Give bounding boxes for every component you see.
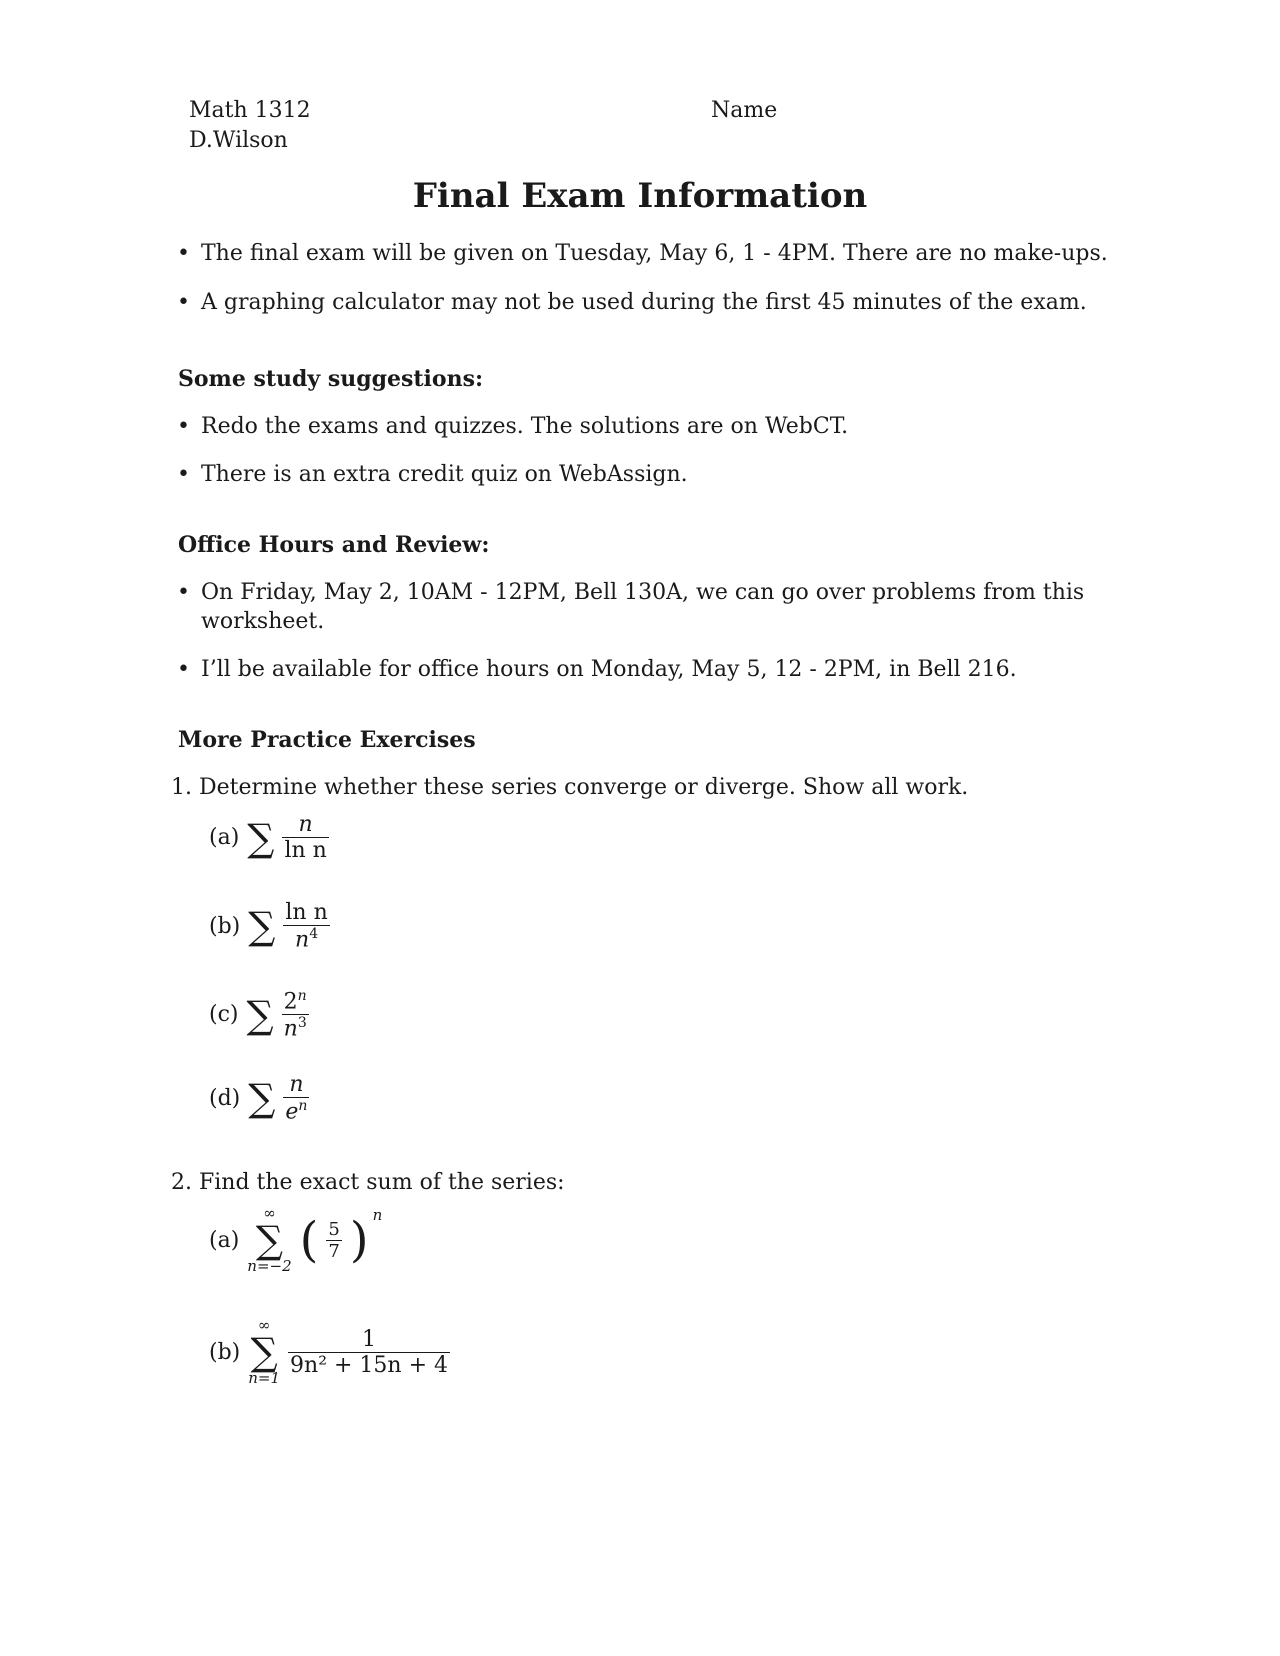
course-name: Math 1312 — [189, 98, 311, 123]
instructor-name: D.Wilson — [189, 128, 288, 153]
sigma-symbol: ∑ — [248, 1076, 276, 1121]
question-2-text: Find the exact sum of the series: — [199, 1170, 565, 1195]
study-item-2: There is an extra credit quiz on WebAssign. — [201, 462, 688, 487]
fraction — [282, 812, 328, 863]
numerator: 5 — [328, 1218, 340, 1240]
part-label: (a) — [209, 1227, 240, 1253]
question-2-number: 2. — [171, 1170, 192, 1195]
upper-limit: ∞ — [257, 1316, 271, 1334]
denominator: $n^3$ — [283, 1015, 307, 1042]
office-item-1-line-2: worksheet. — [201, 609, 325, 634]
question-1a — [209, 812, 329, 863]
practice-heading: More Practice Exercises — [178, 727, 476, 753]
question-1-number: 1. — [171, 775, 192, 800]
part-label: (c) — [209, 1002, 239, 1028]
fraction — [326, 1219, 341, 1262]
study-item-1: Redo the exams and quizzes. The solutions are on WebCT. — [201, 414, 849, 439]
sigma-symbol: ∑ — [250, 1330, 278, 1374]
question-2 — [171, 1170, 565, 1195]
denominator: $n^4$ — [295, 926, 319, 953]
part-label: (d) — [209, 1085, 241, 1111]
sigma-symbol: ∑ — [246, 992, 274, 1037]
numerator: n — [283, 1072, 309, 1098]
numerator: 1 — [288, 1327, 450, 1353]
summation — [248, 1318, 280, 1386]
list-item: • I’ll be available for office hours on Monday, May 5, 12 - 2PM, in Bell 216. — [177, 657, 1017, 682]
part-label: (b) — [209, 913, 241, 939]
question-1c — [209, 988, 309, 1042]
name-label: Name — [711, 98, 778, 123]
sigma-symbol: ∑ — [247, 815, 275, 860]
right-paren: ) — [349, 1212, 369, 1268]
list-item: • A graphing calculator may not be used during the first 45 minutes of the exam. — [177, 290, 1087, 315]
fraction — [283, 900, 329, 952]
question-1-text: Determine whether these series converge or diverge. Show all work. — [199, 775, 969, 800]
left-paren: ( — [299, 1212, 319, 1268]
lower-limit: n=1 — [248, 1369, 281, 1387]
study-heading: Some study suggestions: — [178, 366, 484, 392]
denominator: $e^n$ — [285, 1098, 308, 1125]
list-item: • The final exam will be given on Tuesday, May 6, 1 - 4PM. There are no make-ups. — [177, 241, 1108, 266]
numerator: ln n — [285, 900, 328, 925]
upper-limit: ∞ — [263, 1204, 276, 1222]
sigma-symbol: ∑ — [248, 904, 276, 949]
info-bullet-1: The final exam will be given on Tuesday, May 6, 1 - 4PM. There are no make-ups. — [201, 241, 1108, 266]
denominator: ln n — [284, 838, 327, 863]
exponent: n — [372, 1206, 383, 1224]
sigma-symbol: ∑ — [255, 1218, 284, 1262]
part-label: (b) — [209, 1339, 241, 1365]
question-1 — [171, 775, 968, 800]
info-bullet-2: A graphing calculator may not be used during the first 45 minutes of the exam. — [201, 290, 1087, 315]
part-label: (a) — [209, 825, 240, 850]
office-heading: Office Hours and Review: — [178, 532, 490, 558]
denominator: 7 — [328, 1240, 340, 1262]
summation — [247, 1206, 291, 1274]
office-item-1-line-1: On Friday, May 2, 10AM - 12PM, Bell 130A, we can go over problems from this — [201, 580, 1085, 605]
question-2a — [209, 1206, 382, 1274]
fraction — [283, 1072, 309, 1124]
lower-limit: n=−2 — [247, 1257, 292, 1275]
page-title: Final Exam Information — [412, 176, 868, 216]
denominator: 9n² + 15n + 4 — [290, 1352, 449, 1378]
question-1b — [209, 900, 330, 952]
question-2b — [209, 1318, 450, 1386]
numerator: 2$^n$ — [282, 988, 309, 1015]
fraction — [288, 1327, 450, 1378]
list-item: • There is an extra credit quiz on WebAssign. — [177, 462, 688, 487]
fraction — [282, 988, 309, 1042]
question-1d — [209, 1072, 309, 1124]
office-item-2: I’ll be available for office hours on Monday, May 5, 12 - 2PM, in Bell 216. — [201, 657, 1017, 682]
list-item: • Redo the exams and quizzes. The solutions are on WebCT. — [177, 414, 849, 439]
list-item: • On Friday, May 2, 10AM - 12PM, Bell 130A, we can go over problems from this — [177, 580, 1085, 605]
numerator: n — [282, 812, 328, 838]
